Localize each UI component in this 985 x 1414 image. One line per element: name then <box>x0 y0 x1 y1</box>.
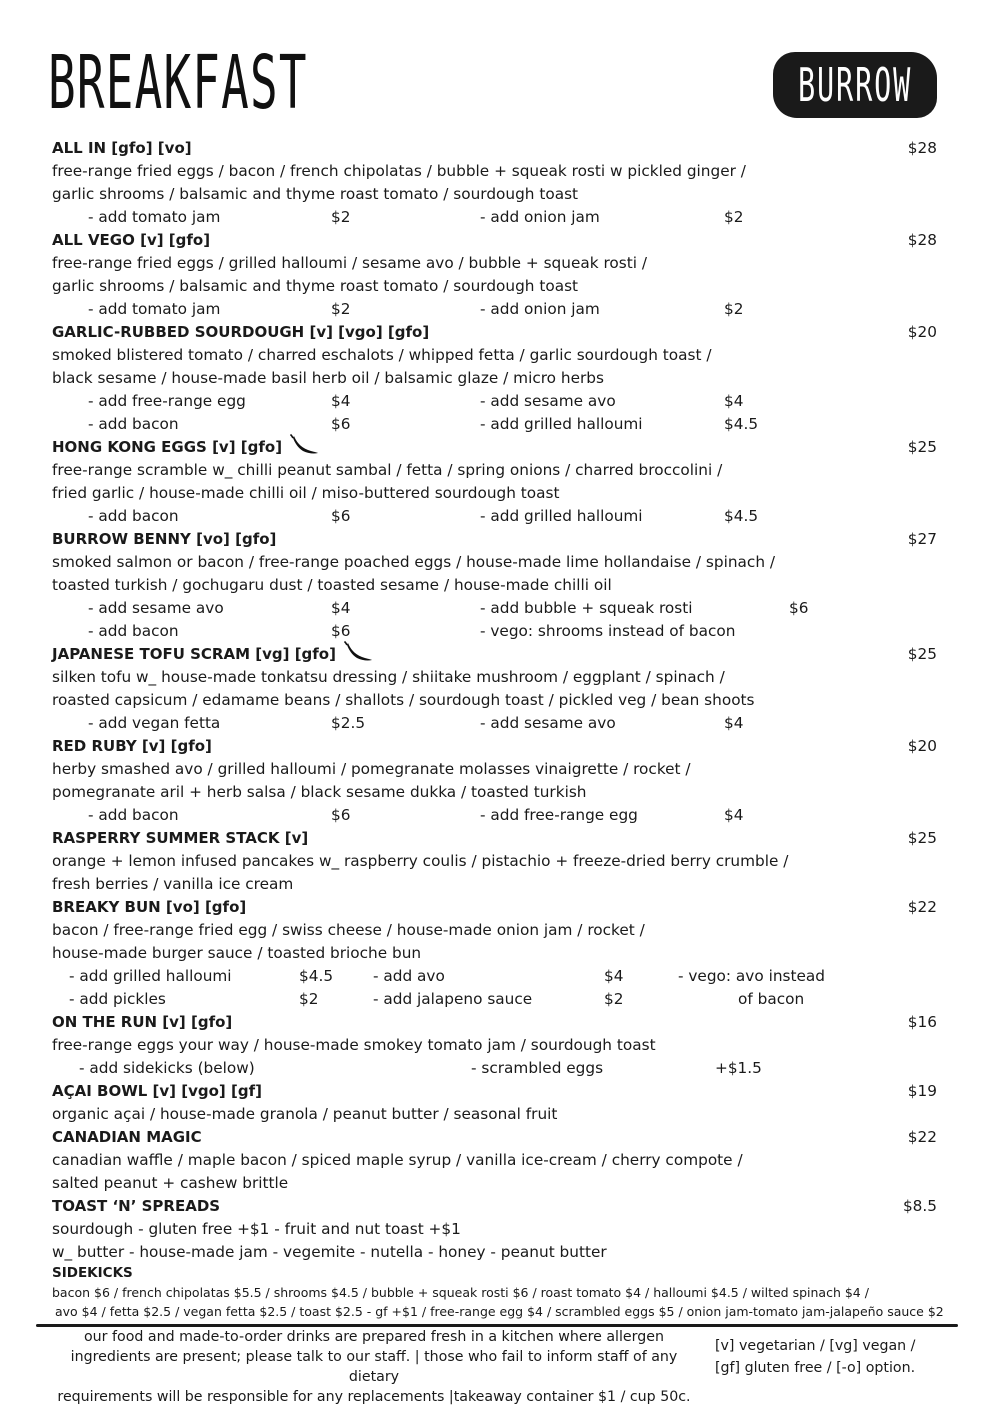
addon-price: $6 <box>331 622 351 640</box>
item-name <box>52 137 937 160</box>
item-name <box>52 896 937 919</box>
addon-price: $2 <box>724 300 744 318</box>
item-description: house-made burger sauce / toasted brioche bun <box>52 944 422 962</box>
addon-price: +$1.5 <box>715 1059 762 1077</box>
addon-label: - add free-range egg <box>480 806 638 824</box>
addon-label: - scrambled eggs <box>471 1059 604 1077</box>
item-description: free-range eggs your way / house-made smokey tomato jam / sourdough toast <box>52 1036 656 1054</box>
addon-row <box>52 206 937 229</box>
allergen-line-1: our food and made-to-order drinks are prepared fresh in a kitchen where allergen <box>84 1329 664 1345</box>
allergen-line-2: ingredients are present; please talk to our staff. | those who fail to inform staff of any dietary <box>70 1349 678 1385</box>
item-name <box>52 827 937 850</box>
item-description: black sesame / house-made basil herb oil / balsamic glaze / micro herbs <box>52 369 604 387</box>
addon-row <box>52 804 937 827</box>
menu-item <box>52 827 937 896</box>
item-description: w_ butter - house-made jam - vegemite - nutella - honey - peanut butter <box>52 1243 607 1261</box>
item-description: silken tofu w_ house-made tonkatsu dressing / shiitake mushroom / eggplant / spinach / <box>52 668 725 686</box>
addon-label: - add tomato jam <box>88 208 221 226</box>
item-name-text: BREAKY BUN [vo] [gfo] <box>52 898 247 916</box>
item-price: $25 <box>907 645 937 663</box>
item-name-text: HONG KONG EGGS [v] [gfo] <box>52 438 283 456</box>
addon-price: $6 <box>331 415 351 433</box>
item-description: organic açai / house-made granola / peanut butter / seasonal fruit <box>52 1105 558 1123</box>
item-name-text: RASPERRY SUMMER STACK [v] <box>52 829 309 847</box>
addon-label: - add tomato jam <box>88 300 221 318</box>
addon-label: - vego: avo instead <box>678 967 825 985</box>
item-name-text: TOAST ‘N’ SPREADS <box>52 1197 221 1215</box>
item-name-text: GARLIC-RUBBED SOURDOUGH [v] [vgo] [gfo] <box>52 323 430 341</box>
menu-item <box>52 1126 937 1195</box>
dietary-legend <box>715 1335 945 1379</box>
item-name <box>52 735 937 758</box>
item-name-text: ALL VEGO [v] [gfo] <box>52 231 211 249</box>
addon-price: $4 <box>724 714 744 732</box>
menu-item <box>52 1011 937 1080</box>
item-name-text: JAPANESE TOFU SCRAM [vg] [gfo] <box>52 645 336 663</box>
item-description: free-range fried eggs / bacon / french chipolatas / bubble + squeak rosti w pickled ginger / <box>52 162 746 180</box>
addon-label: - add pickles <box>69 990 166 1008</box>
item-description: free-range scramble w_ chilli peanut sambal / fetta / spring onions / charred broccolini / <box>52 461 723 479</box>
item-name-text: RED RUBY [v] [gfo] <box>52 737 212 755</box>
item-price: $16 <box>907 1013 937 1031</box>
item-description: herby smashed avo / grilled halloumi / pomegranate molasses vinaigrette / rocket / <box>52 760 691 778</box>
item-description: fried garlic / house-made chilli oil / miso-buttered sourdough toast <box>52 484 560 502</box>
addon-label: - add sesame avo <box>88 599 224 617</box>
menu-item <box>52 528 937 643</box>
item-price: $28 <box>907 139 937 157</box>
addon-label: - add sidekicks (below) <box>79 1059 255 1077</box>
item-price: $25 <box>907 438 937 456</box>
menu-item <box>52 896 937 1011</box>
addon-price: $2 <box>724 208 744 226</box>
addon-label: - add grilled halloumi <box>480 507 643 525</box>
brand-logo <box>773 52 937 118</box>
item-description: orange + lemon infused pancakes w_ raspberry coulis / pistachio + freeze-dried berry crumble / <box>52 852 789 870</box>
item-description: salted peanut + cashew brittle <box>52 1174 289 1192</box>
addon-label: - vego: shrooms instead of bacon <box>480 622 736 640</box>
addon-price: $2 <box>604 990 624 1008</box>
item-description: garlic shrooms / balsamic and thyme roast tomato / sourdough toast <box>52 185 579 203</box>
item-name <box>52 528 937 551</box>
item-price: $27 <box>907 530 937 548</box>
addon-price: $4 <box>604 967 624 985</box>
menu-title: BREAKFAST <box>48 40 308 126</box>
item-description: sourdough - gluten free +$1 - fruit and nut toast +$1 <box>52 1220 461 1238</box>
item-name-text: ON THE RUN [v] [gfo] <box>52 1013 233 1031</box>
item-description: pomegranate aril + herb salsa / black sesame dukka / toasted turkish <box>52 783 587 801</box>
addon-price: $2 <box>299 990 319 1008</box>
item-description: smoked blistered tomato / charred eschalots / whipped fetta / garlic sourdough toast / <box>52 346 712 364</box>
item-name <box>52 643 937 666</box>
addon-price: $6 <box>789 599 809 617</box>
item-name <box>52 1011 937 1034</box>
addon-label: - add sesame avo <box>480 714 616 732</box>
item-name <box>52 1080 937 1103</box>
item-name <box>52 229 937 252</box>
addon-price: $6 <box>331 507 351 525</box>
addon-label: - add free-range egg <box>88 392 246 410</box>
item-description: smoked salmon or bacon / free-range poached eggs / house-made lime hollandaise / spinach / <box>52 553 776 571</box>
item-name-text: ALL IN [gfo] [vo] <box>52 139 192 157</box>
addon-label: - add bacon <box>88 622 179 640</box>
chili-icon <box>344 640 374 669</box>
addon-price: $2 <box>331 208 351 226</box>
addon-price: $4 <box>724 392 744 410</box>
addon-row <box>52 988 937 1011</box>
item-price: $20 <box>907 737 937 755</box>
addon-row <box>52 965 937 988</box>
addon-label: - add grilled halloumi <box>480 415 643 433</box>
item-price: $22 <box>907 1128 937 1146</box>
menu-item <box>52 1195 937 1264</box>
addon-price: $2 <box>331 300 351 318</box>
item-name-text: AÇAI BOWL [v] [vgo] [gf] <box>52 1082 262 1100</box>
item-price: $20 <box>907 323 937 341</box>
item-description: free-range fried eggs / grilled halloumi / sesame avo / bubble + squeak rosti / <box>52 254 648 272</box>
menu-item <box>52 436 937 528</box>
addon-row <box>52 390 937 413</box>
sidekicks-list-line-2: avo $4 / fetta $2.5 / vegan fetta $2.5 / toast $2.5 - gf +$1 / free-range egg $4 / scrambled eggs $5 / onion jam-tomato jam-jalapeño sauce $2 <box>55 1304 944 1319</box>
brand-name: BURROW <box>797 58 913 112</box>
addon-price: $4.5 <box>299 967 334 985</box>
addon-row <box>52 620 937 643</box>
addon-price: $4 <box>331 599 351 617</box>
addon-label: - add bacon <box>88 415 179 433</box>
addon-row <box>52 1057 937 1080</box>
menu-item <box>52 137 937 229</box>
sidekicks-list-line-1: bacon $6 / french chipolatas $5.5 / shrooms $4.5 / bubble + squeak rosti $6 / roast tomato $4 / halloumi $4.5 / wilted spinach $4 / <box>52 1285 869 1300</box>
addon-label: - add bacon <box>88 507 179 525</box>
item-description: roasted capsicum / edamame beans / shallots / sourdough toast / pickled veg / bean shoots <box>52 691 755 709</box>
menu-item <box>52 735 937 827</box>
addon-label: - add bubble + squeak rosti <box>480 599 693 617</box>
addon-label: - add onion jam <box>480 300 600 318</box>
menu-item <box>52 643 937 735</box>
addon-label: - add onion jam <box>480 208 600 226</box>
addon-label: - add avo <box>373 967 445 985</box>
legend-line-1: [v] vegetarian / [vg] vegan / <box>715 1338 916 1354</box>
addon-label: - add jalapeno sauce <box>373 990 533 1008</box>
addon-price: $4 <box>724 806 744 824</box>
item-name <box>52 436 937 459</box>
sidekicks-heading: SIDEKICKS <box>52 1265 133 1281</box>
addon-row <box>52 712 937 735</box>
addon-row <box>52 597 937 620</box>
addon-label: - add grilled halloumi <box>69 967 232 985</box>
item-price: $25 <box>907 829 937 847</box>
item-name-text: CANADIAN MAGIC <box>52 1128 202 1146</box>
addon-label: - add bacon <box>88 806 179 824</box>
addon-label: - add sesame avo <box>480 392 616 410</box>
item-description: bacon / free-range fried egg / swiss cheese / house-made onion jam / rocket / <box>52 921 645 939</box>
menu-item <box>52 1080 937 1126</box>
item-description: canadian waffle / maple bacon / spiced maple syrup / vanilla ice-cream / cherry compote / <box>52 1151 743 1169</box>
addon-row <box>52 298 937 321</box>
item-price: $8.5 <box>902 1197 937 1215</box>
item-price: $28 <box>907 231 937 249</box>
legend-line-2: [gf] gluten free / [-o] option. <box>715 1360 916 1376</box>
item-name-text: BURROW BENNY [vo] [gfo] <box>52 530 277 548</box>
item-price: $19 <box>907 1082 937 1100</box>
addon-price: $4.5 <box>724 415 759 433</box>
addon-row <box>52 505 937 528</box>
item-name <box>52 1195 937 1218</box>
addon-price: $2.5 <box>331 714 366 732</box>
menu-list <box>52 137 944 1321</box>
addon-label: - add vegan fetta <box>88 714 221 732</box>
addon-price: $4 <box>331 392 351 410</box>
allergen-notice <box>44 1327 704 1407</box>
addon-row <box>52 413 937 436</box>
addon-price: $4.5 <box>724 507 759 525</box>
item-price: $22 <box>907 898 937 916</box>
allergen-line-3: requirements will be responsible for any replacements |takeaway container $1 / cup 50c. <box>57 1389 691 1405</box>
addon-price: $6 <box>331 806 351 824</box>
menu-item <box>52 229 937 321</box>
menu-item <box>52 321 937 436</box>
chili-icon <box>290 433 320 462</box>
item-name <box>52 321 937 344</box>
item-name <box>52 1126 937 1149</box>
item-description: toasted turkish / gochugaru dust / toasted sesame / house-made chilli oil <box>52 576 612 594</box>
addon-label: of bacon <box>738 990 805 1008</box>
item-description: garlic shrooms / balsamic and thyme roast tomato / sourdough toast <box>52 277 579 295</box>
item-description: fresh berries / vanilla ice cream <box>52 875 294 893</box>
